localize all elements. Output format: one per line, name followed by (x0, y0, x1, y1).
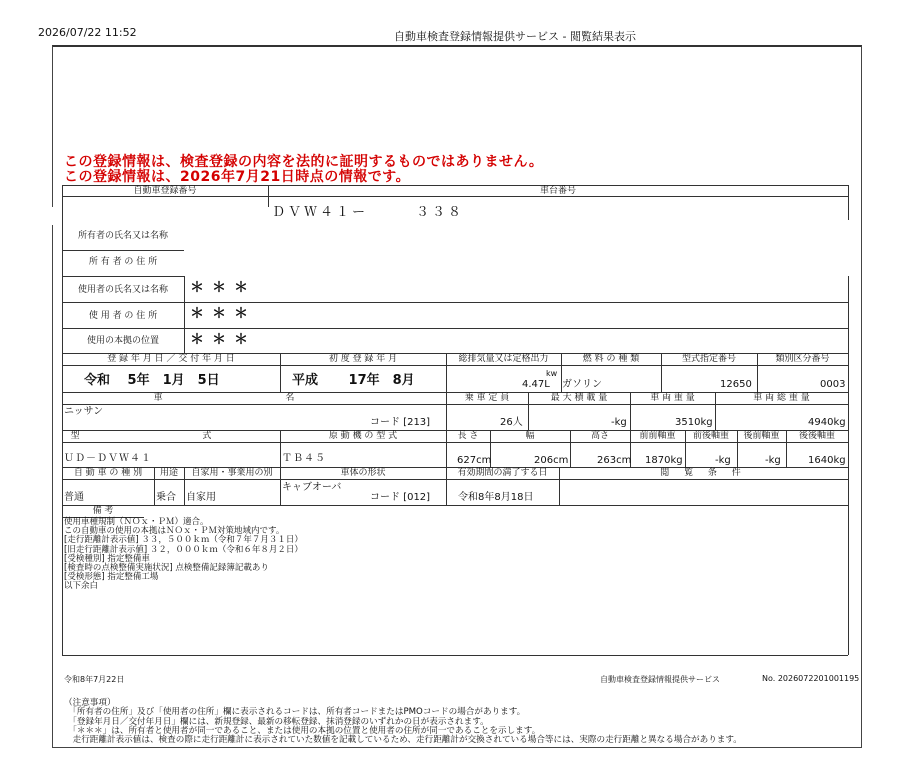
value-displacement: 4.47L (522, 379, 550, 390)
label-displacement: 総排気量又は定格出力 (458, 354, 549, 364)
label-reg-date: 登 録 年 月 日 ／ 交 付 年 月 日 (107, 354, 235, 364)
value-capacity: 26人 (500, 417, 523, 428)
label-base-location: 使用の本拠の位置 (86, 336, 159, 346)
label-viewing-conditions: 閲 覧 条 件 (660, 468, 747, 478)
value-maker: ニッサン (64, 406, 104, 417)
label-front-rear-axle: 前後軸重 (692, 431, 729, 441)
label-rear-rear-axle: 後後軸重 (798, 431, 835, 441)
label-model: 型 式 (70, 431, 272, 441)
label-expiry: 有効期間の満了する日 (457, 468, 548, 478)
value-expiry: 令和8年8月18日 (458, 492, 534, 503)
label-gross-weight: 車 両 総 重 量 (753, 393, 810, 403)
print-datetime: 2026/07/22 11:52 (38, 26, 137, 39)
value-user-address: ＊＊＊ (190, 306, 256, 322)
warning-line-2: この登録情報は、2026年7月21日時点の情報です。 (64, 169, 411, 185)
value-private-business: 自家用 (186, 492, 216, 503)
label-max-load: 最 大 積 載 量 (550, 393, 608, 403)
value-vehicle-kind: 普通 (64, 492, 84, 503)
label-rear-front-axle: 後前軸重 (743, 431, 780, 441)
footer-service: 自動車検査登録情報提供サービス (600, 675, 720, 684)
value-width: 206cm (534, 455, 569, 466)
label-remarks: 備 考 (92, 506, 114, 516)
value-front-front-axle: 1870kg (645, 455, 683, 466)
value-rear-rear-axle: 1640kg (808, 455, 846, 466)
value-rear-front-axle: -kg (765, 455, 781, 466)
value-max-load: -kg (611, 417, 627, 428)
label-category-number: 類別区分番号 (775, 354, 830, 364)
label-fuel: 燃 料 の 種 類 (582, 354, 640, 364)
label-front-front-axle: 前前軸重 (639, 431, 676, 441)
value-displacement-unit: kw (546, 369, 558, 378)
footer-number: No. 2026072201001195 (762, 674, 860, 683)
label-owner-address: 所 有 者 の 住 所 (88, 257, 158, 267)
label-weight: 車 両 重 量 (650, 393, 695, 403)
label-usage: 用途 (159, 468, 178, 478)
value-body-code: コード [012] (370, 492, 431, 503)
value-weight: 3510kg (675, 417, 713, 428)
label-chassis-number: 車台番号 (539, 186, 576, 196)
label-type-designation: 型式指定番号 (681, 354, 736, 364)
value-length: 627cm (457, 455, 492, 466)
value-gross-weight: 4940kg (808, 417, 846, 428)
label-maker: 車 名 (153, 393, 355, 403)
label-vehicle-kind: 自 動 車 の 種 別 (73, 468, 143, 478)
label-engine-model: 原 動 機 の 型 式 (328, 431, 398, 441)
footer-date: 令和8年7月22日 (64, 675, 125, 684)
label-private-business: 自家用・事業用の別 (191, 468, 273, 478)
value-engine-model: ＴＢ４５ (282, 453, 326, 464)
value-front-rear-axle: -kg (715, 455, 731, 466)
value-type-designation: 12650 (720, 379, 752, 390)
value-chassis-number: ＤＶＷ４１ー ３３８ (272, 205, 465, 220)
value-model: ＵＤ－ＤＶＷ４１ (64, 453, 152, 464)
label-length: 長 さ (457, 431, 479, 441)
label-user-address: 使 用 者 の 住 所 (88, 311, 158, 321)
value-body-shape: キャブオーバ (282, 482, 342, 493)
label-capacity: 乗 車 定 員 (464, 393, 510, 403)
label-body-shape: 車体の形状 (340, 468, 386, 478)
label-user-name: 使用者の氏名又は名称 (77, 285, 168, 295)
value-first-reg: 平成 17年 8月 (292, 373, 415, 388)
redaction-mask-owner (184, 220, 860, 276)
label-height: 高さ (590, 431, 609, 441)
redaction-mask-left (52, 207, 62, 225)
value-maker-code: コード [213] (370, 417, 431, 428)
warning-line-1: この登録情報は、検査登録の内容を法的に証明するものではありません。 (64, 154, 544, 170)
label-width: 幅 (525, 431, 535, 441)
value-height: 263cm (597, 455, 632, 466)
label-reg-number: 自動車登録番号 (133, 186, 197, 196)
value-usage: 乗合 (156, 492, 176, 503)
value-category-number: 0003 (820, 379, 846, 390)
value-user-name: ＊＊＊ (190, 280, 256, 296)
footer-notes: （注意事項） 「所有者の住所」及び「使用者の住所」欄に表示されるコードは、所有者コードまたはPMOコードの場合があります。 「登録年月日／交付年月日」欄には、新規登録、最新の移転登録、抹消登録のいずれかの日が表示されます。 「＊＊＊」は、所有者と使用者が同一であること、または使用の本拠の位置と使用者の住所が同一であることを示します。 走行距離計表示値は、検査の際に走行距離計に表示されていた数値を記載しているため、走行距離計が交換されている場合等には、実際の走行距離と異なる場合があります。 (64, 698, 742, 746)
label-owner-name: 所有者の氏名又は名称 (77, 231, 168, 241)
label-first-reg: 初 度 登 録 年 月 (328, 354, 398, 364)
value-reg-date: 令和 5年 1月 5日 (84, 373, 220, 388)
value-base-location: ＊＊＊ (190, 332, 256, 348)
page-title: 自動車検査登録情報提供サービス - 閲覧結果表示 (394, 30, 636, 43)
value-fuel: ガソリン (562, 379, 602, 390)
remarks-text: 使用車種規制（ＮＯｘ・ＰＭ）適合。 この自動車の使用の本拠はＮＯｘ・ＰＭ対策地域内です。 [走行距離計表示値] ３３，５００ｋｍ（令和７年７月３１日） [旧走行距離計表示値] ３２，０００ｋｍ（令和６年８月２日） [受検種別] 指定整備車 [検査時の点検整備実施状況] 点検整備記録簿記載あり [受検形態] 指定整備工場 以下余白 (64, 517, 303, 592)
